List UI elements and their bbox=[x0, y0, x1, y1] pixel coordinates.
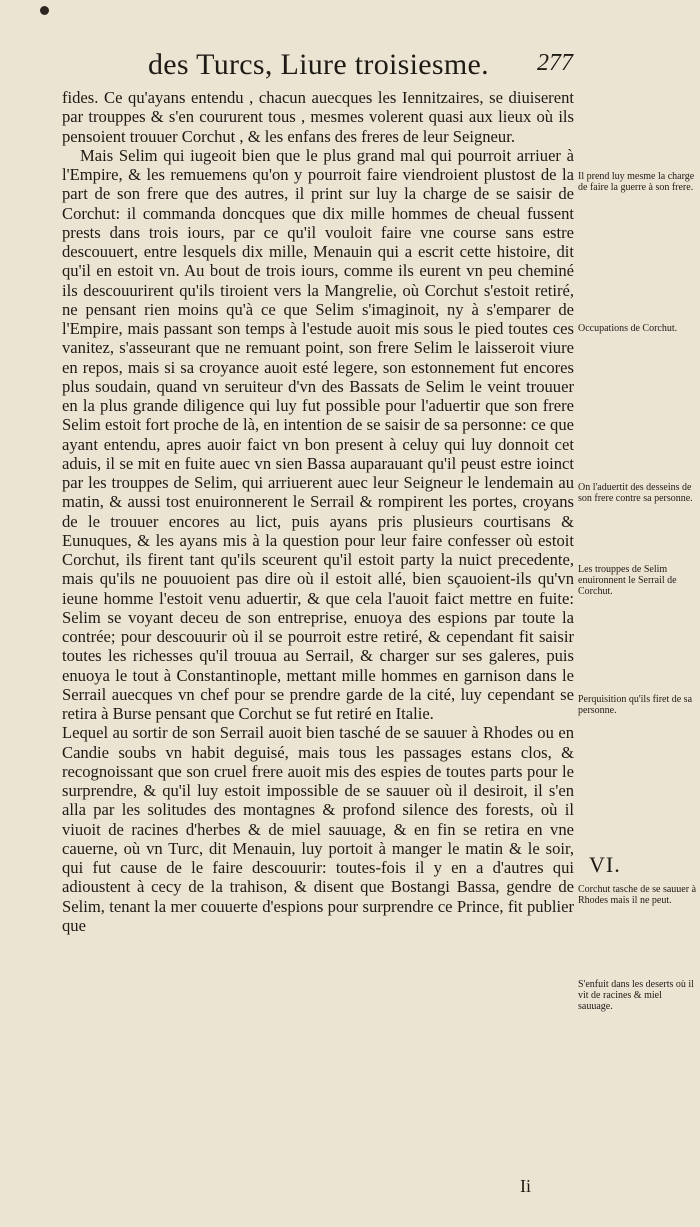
running-title: des Turcs, Liure troisiesme. bbox=[148, 48, 489, 81]
ink-spot bbox=[40, 6, 49, 15]
page-number: 277 bbox=[537, 50, 573, 76]
signature-mark: Ii bbox=[520, 1176, 531, 1196]
margin-note-5: Perquisition qu'ils firet de sa personne. bbox=[578, 694, 693, 716]
section-number: VI. bbox=[589, 852, 621, 877]
margin-note-4: Les trouppes de Selim enuironnent le Serrail de Corchut. bbox=[578, 564, 677, 597]
margin-note-3: On l'aduertit des desseins de son frere contre sa personne. bbox=[578, 482, 693, 504]
paragraph-2: Mais Selim qui iugeoit bien que le plus grand mal qui pourroit arriuer à l'Empire, & les remuemens qu'on y pourroit faire viendroient plustost de la part de son frere que des autres, il print sur luy la charge de se saisir de Corchut: il commanda doncques que dix mille hommes de cheual fussent prests dans trois iours, par ce qu'il vouloit faire vne course sans estre descouuert, entre lesquels dix mille, Menauin qui a escrit cette histoire, dit qu'il en estoit vn. Au bout de trois iours, comme ils eurent vn peu cheminé ils descouurirent qu'ils tiroient vers la Mangrelie, où Corchut s'estoit retiré, ne pensant rien moins qu'à ce que Selim s'imaginoit, ny à s'emparer de l'Empire, mais passant son temps à l'estude auoit mis sous le pied toutes ces vanitez, s'asseurant que ne remuant point, son frere Selim le laisseroit viure en repos, mais si sa croyance auoit esté legere, son estonnement fut encores plus soudain, quand vn seruiteur d'vn des Bassats de Selim le veint trouuer en la plus grande diligence qui luy fut possible pour l'aduertir que son frere Selim estoit fort proche de là, en intention de se saisir de sa personne: ce que ayant entendu, apres auoir faict vn bon present à celuy qui luy donnoit cet aduis, il se mit en fuite auec vn sien Bassa auparauant qu'il peust estre ioinct par les trouppes de Selim, qui arriuerent auec leur Seigneur le lendemain au matin, & aussi tost enuironnerent le Serrail & rompirent les portes, croyans de le trouuer encores au lict, puis ayans pris plusieurs courtisans & Eunuques, & les ayans mis à la question pour leur faire confesser où estoit Corchut, ils firent tant qu'ils sceurent qu'il estoit party la nuict precedente, mais qu'ils ne pouuoient pas dire où il estoit allé, bien sçauoient-ils qu'vn ieune homme l'estoit venu aduertir, & que cela l'auoit faict mettre en fuite: Selim se voyant deceu de son entreprise, enuoya des espions par toute la contrée; pour descouurir où il se pourroit estre retiré, & cependant fit saisir toutes les richesses qu'il trouua au Serrail, & charger sur ses galeres, puis enuoya le tout à Constantinople, mettant mille hommes en garnison dans le Serrail auecques vn chef pour se prendre garde de la cité, luy cependant se retira à Burse pensant que Corchut se fut retiré en Italie. bbox=[62, 145, 574, 723]
margin-notes bbox=[574, 0, 700, 1227]
main-text bbox=[62, 88, 574, 935]
margin-note-1: Il prend luy mesme la charge de faire la guerre à son frere. bbox=[578, 171, 695, 193]
margin-note-7: S'enfuit dans les deserts où il vit de racines & miel sauuage. bbox=[578, 979, 694, 1012]
margin-note-6: Corchut tasche de se sauuer à Rhodes mais il ne peut. bbox=[578, 884, 697, 906]
paragraph-3: Lequel au sortir de son Serrail auoit bien tasché de se sauuer à Rhodes ou en Candie soubs vn habit deguisé, mais tous les passages estans clos, & recognoissant que son cruel frere auoit mis des espies de toutes parts pour le surprendre, & qu'il luy estoit impossible de se sauuer où il desiroit, il s'en alla par les solitudes des montagnes & profond silence des forests, où il viuoit de racines d'herbes & de miel sauuage, & en fin se retira en vne cauerne, où vn Turc, dit Menauin, luy portoit à manger le matin & le soir, qui fut cause de le faire descouurir: toutes-fois il y en a d'autres qui adioustent à cecy de la trahison, & disent que Bostangi Bassa, gendre de Selim, tenant la mer couuerte d'espions pour surprendre ce Prince, fit publier que bbox=[62, 723, 574, 935]
margin-note-2: Occupations de Corchut. bbox=[578, 323, 678, 334]
paragraph-1: fides. Ce qu'ayans entendu , chacun auecques les Iennitzaires, se diuiserent par trouppes & s'en coururent tous , mesmes volerent quasi aux lieux où ils pensoient trouuer Corchut , & les enfans des freres de leur Seigneur. bbox=[62, 88, 574, 146]
